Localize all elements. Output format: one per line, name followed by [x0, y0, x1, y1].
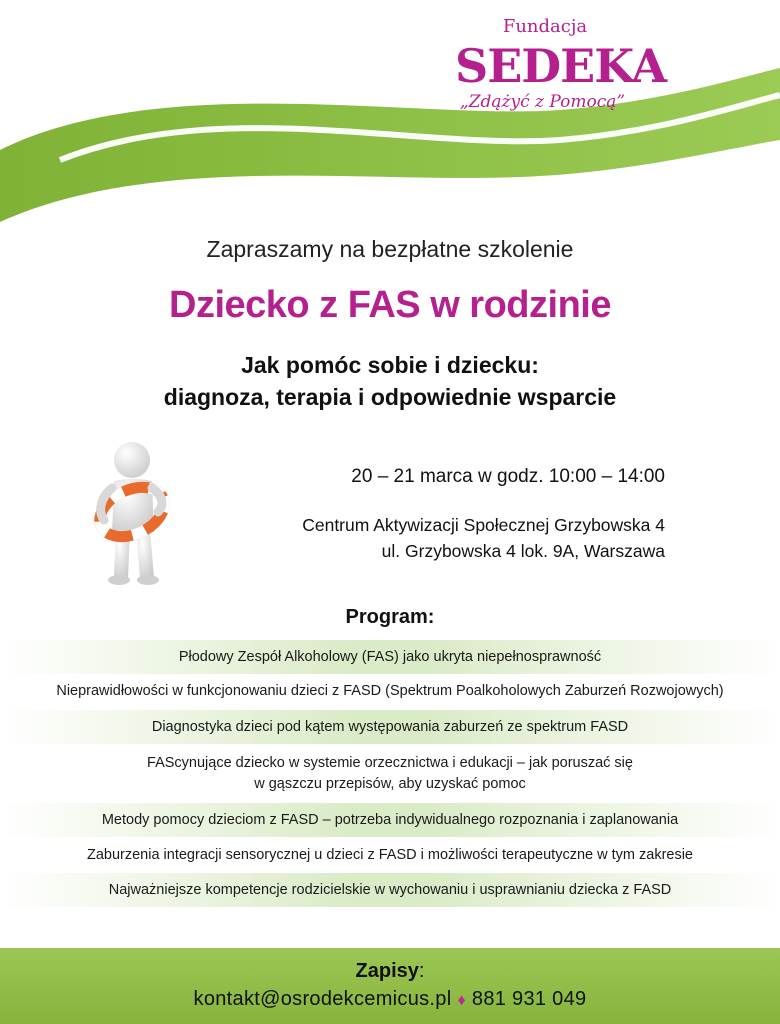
foundation-logo: [455, 16, 667, 116]
logo-top-text: Fundacja: [502, 16, 588, 37]
contact-line: [0, 988, 780, 1011]
subtitle-line-1: Jak pomóc sobie i dziecku:: [241, 352, 539, 378]
event-title: Dziecko z FAS w rodzinie: [169, 284, 611, 326]
program-item: [0, 640, 780, 674]
program-heading: Program:: [345, 606, 435, 628]
logo-main-text: SEDEKA: [455, 39, 667, 93]
registration-label: [0, 960, 780, 983]
program-item: [0, 840, 780, 870]
program-item-text: Diagnostyka dzieci pod kątem występowania zaburzeń ze spektrum FASD: [151, 718, 629, 735]
program-item-text: Płodowy Zespół Alkoholowy (FAS) jako ukryta niepełnosprawność: [178, 648, 602, 665]
program-item-text: w gąszczu przepisów, aby uzyskać pomoc: [254, 776, 526, 792]
program-item-text: Najważniejsze kompetencje rodzicielskie w wychowaniu i usprawnianiu dziecka z FASD: [108, 881, 672, 898]
logo-tagline: „Zdążyć z Pomocą”: [459, 92, 626, 112]
contact-email[interactable]: kontakt@osrodekcemicus.pl: [193, 988, 452, 1010]
person-with-lifebuoy-icon: [92, 440, 184, 590]
invite-text: Zapraszamy na bezpłatne szkolenie: [206, 236, 574, 262]
header-swoosh: [0, 0, 780, 240]
subtitle-line-2: diagnoza, terapia i odpowiednie wsparcie: [163, 384, 617, 410]
program-item-text: FAScynujące dziecko w systemie orzecznictwa i edukacji – jak poruszać się: [147, 755, 633, 771]
program-item-text: Zaburzenia integracji sensorycznej u dzieci z FASD i możliwości terapeutyczne w tym zakresie: [86, 846, 693, 863]
program-item-text: Nieprawidłowości w funkcjonowaniu dzieci z FASD (Spektrum Poalkoholowych Zaburzeń Rozwojowych): [56, 682, 724, 699]
program-item-text: Metody pomocy dzieciom z FASD – potrzeba indywidualnego rozpoznania i zaplanowania: [101, 811, 679, 828]
program-item: [0, 710, 780, 744]
event-date: 20 – 21 marca w godz. 10:00 – 14:00: [351, 466, 665, 487]
program-item: [0, 803, 780, 837]
program-item: [0, 748, 780, 800]
registration-label-colon: :: [418, 960, 425, 982]
venue-line-2: ul. Grzybowska 4 lok. 9A, Warszawa: [381, 541, 665, 561]
diamond-icon: ♦: [457, 992, 466, 1009]
venue-line-1: Centrum Aktywizacji Społecznej Grzybowska 4: [302, 515, 665, 535]
program-item: [0, 873, 780, 907]
contact-phone[interactable]: 881 931 049: [471, 988, 587, 1010]
program-item: [0, 676, 780, 706]
registration-label-text: Zapisy: [355, 960, 419, 982]
